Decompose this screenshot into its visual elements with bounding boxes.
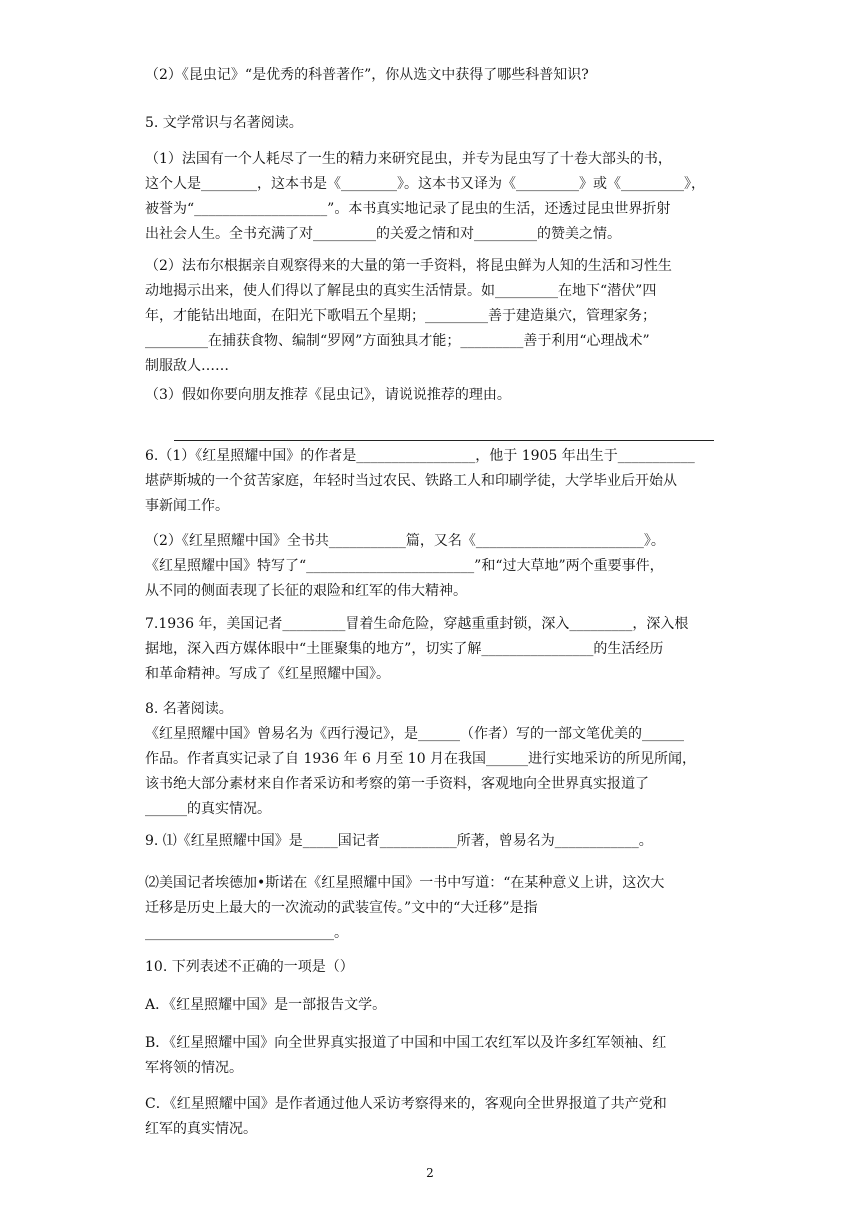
page-number: 2 [426, 1166, 434, 1180]
q4-2-text: （2）《昆虫记》“是优秀的科普著作”，你从选文中获得了哪些科普知识? [145, 67, 589, 83]
q5-part1: （1）法国有一个人耗尽了一生的精力来研究昆虫，并专为昆虫写了十卷大部头的书， 这个人是________，这本书是《________》。这本书又译为《_________》或《_________》， 被誉为“___________________”。本书真实地记录了昆虫的生活，还透过昆虫世界折射 出社会人生。全书充满了对_________的关爱之情和对_________的赞美之情。 [145, 151, 705, 242]
q7-text: 7.1936 年，美国记者_________冒着生命危险，穿越重重封锁，深入_________，深入根 据地，深入西方媒体眼中“土匪聚集的地方”，切实了解________________的生活经历 和革命精神。写成了《红星照耀中国》。 [145, 616, 689, 682]
q5-part3: （3）假如你要向朋友推荐《昆虫记》，请说说推荐的理由。 [145, 387, 511, 403]
q10-option-c: C．《红星照耀中国》是作者通过他人采访考察得来的，客观向全世界报道了共产党和 红军的真实情况。 [145, 1096, 667, 1137]
q9-part1: 9. ⑴《红星照耀中国》是_____国记者___________所著，曾易名为____________。 [145, 833, 653, 849]
q5-part2: （2）法布尔根据亲自观察得来的大量的第一手资料，将昆虫鲜为人知的生活和习性生 动地揭示出来，使人们得以了解昆虫的真实生活情景。如_________在地下“潜伏”四 年，才能钻出地面，在阳光下歌唱五个星期；_________善于建造巢穴，管理家务； _________在捕获食物、编制“罗网”方面独具才能；_________善于利用“心理战术” 制服敌人…… [145, 258, 672, 374]
q6-part2: （2）《红星照耀中国》全书共___________篇，又名《________________________》。 《红星照耀中国》特写了“________________________”和“过大草地”两个重要事件， 从不同的侧面表现了长征的艰险和红军的伟大精神。 [145, 533, 665, 599]
q5-title: 5. 文学常识与名著阅读。 [145, 115, 303, 131]
q10-option-a: A．《红星照耀中国》是一部报告文学。 [145, 997, 387, 1013]
q9-part2: ⑵美国记者埃德加•斯诺在《红星照耀中国》一书中写道：“在某种意义上讲，这次大 迁移是历史上最大的一次流动的武装宣传。”文中的“大迁移”是指 ___________________________。 [145, 875, 665, 941]
q10-option-b: B．《红星照耀中国》向全世界真实报道了中国和中国工农红军以及许多红军领袖、红 军将领的情况。 [145, 1035, 667, 1076]
q10-stem: 10. 下列表述不正确的一项是（） [145, 959, 354, 975]
q6-part1: 6.（1）《红星照耀中国》的作者是_________________，他于 1905 年出生于___________ 堪萨斯城的一个贫苦家庭，年轻时当过农民、铁路工人和印刷学徒，大学毕业后开始从 事新闻工作。 [145, 448, 695, 514]
answer-line [174, 440, 714, 441]
q8-text: 8. 名著阅读。 《红星照耀中国》曾易名为《西行漫记》，是______（作者）写的一部文笔优美的______ 作品。作者真实记录了自 1936 年 6 月至 10 月在我国______进行实地采访的所见所闻， 该书绝大部分素材来自作者采访和考察的第一手资料，客观地向全世界真实报道了 ______的真实情况。 [145, 701, 697, 817]
